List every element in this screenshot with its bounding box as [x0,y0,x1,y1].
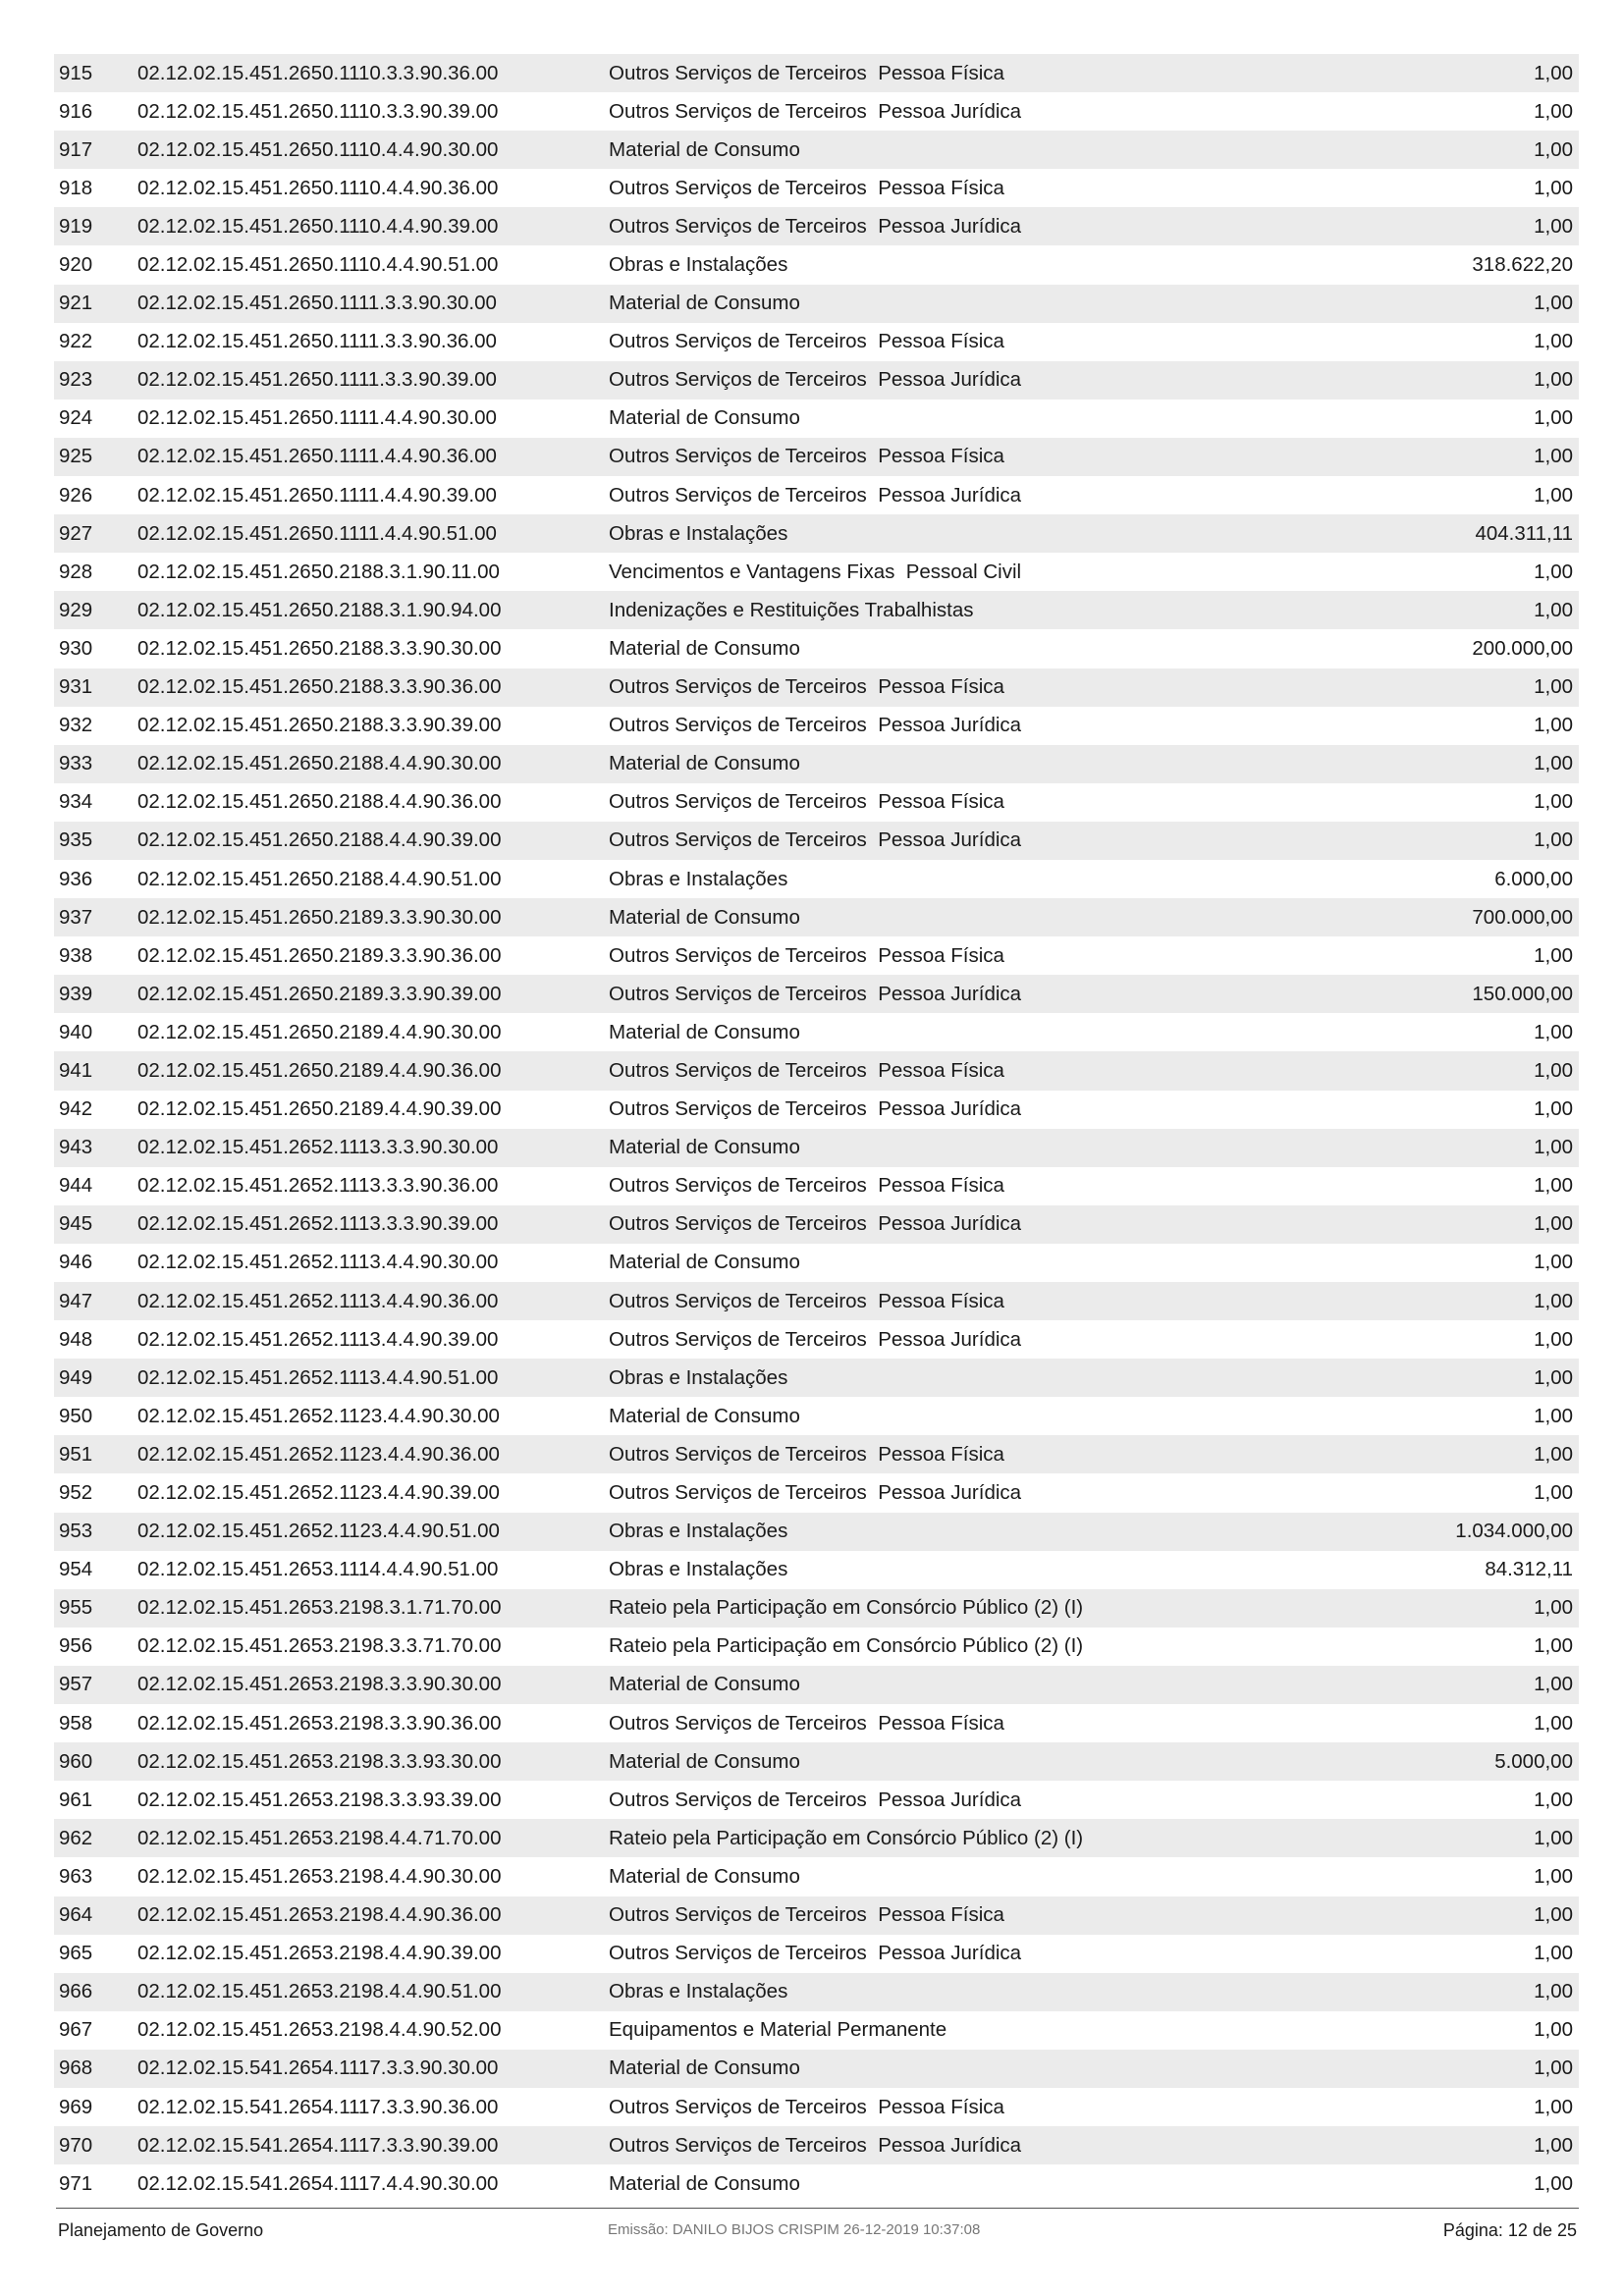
budget-code: 02.12.02.15.451.2653.2198.4.4.90.52.00 [137,2018,502,2042]
amount-value: 1,00 [1534,790,1573,814]
budget-code: 02.12.02.15.451.2650.1110.3.3.90.39.00 [137,99,499,123]
expense-description: Outros Serviços de Terceiros Pessoa Jurídica [609,1942,1022,1965]
budget-code: 02.12.02.15.451.2653.2198.3.3.90.30.00 [137,1673,502,1696]
row-number: 929 [59,598,93,621]
expense-description: Outros Serviços de Terceiros Pessoa Física [609,675,1004,699]
table-row [54,1513,1579,1551]
table-row [54,1857,1579,1896]
table-row [54,745,1579,783]
amount-value: 1,00 [1534,1673,1573,1696]
expense-description: Material de Consumo [609,636,800,660]
expense-description: Obras e Instalações [609,521,788,545]
expense-description: Material de Consumo [609,137,800,161]
amount-value: 150.000,00 [1472,982,1573,1005]
table-row [54,131,1579,169]
amount-value: 1,00 [1534,1442,1573,1466]
expense-description: Outros Serviços de Terceiros Pessoa Jurídica [609,2133,1022,2157]
budget-code: 02.12.02.15.451.2650.1111.3.3.90.36.00 [137,330,497,353]
expense-description: Outros Serviços de Terceiros Pessoa Jurídica [609,828,1022,852]
budget-code: 02.12.02.15.451.2650.2188.4.4.90.30.00 [137,752,502,775]
table-row [54,591,1579,629]
table-row [54,1013,1579,1051]
expense-description: Outros Serviços de Terceiros Pessoa Física [609,1903,1004,1927]
expense-description: Outros Serviços de Terceiros Pessoa Física [609,1442,1004,1466]
expense-description: Rateio pela Participação em Consórcio Público (2) (I) [609,1596,1084,1620]
row-number: 971 [59,2171,93,2195]
budget-code: 02.12.02.15.451.2652.1113.3.3.90.39.00 [137,1212,499,1236]
table-row [54,1091,1579,1129]
footer-emission: Emissão: DANILO BIJOS CRISPIM 26-12-2019 10:37:08 [608,2221,981,2238]
amount-value: 404.311,11 [1475,521,1573,545]
expense-description: Outros Serviços de Terceiros Pessoa Jurídica [609,1097,1022,1121]
expense-description: Obras e Instalações [609,1980,788,2003]
budget-code: 02.12.02.15.451.2650.2189.4.4.90.30.00 [137,1020,502,1043]
budget-code: 02.12.02.15.451.2650.1110.4.4.90.39.00 [137,214,499,238]
amount-value: 1,00 [1534,1903,1573,1927]
expense-description: Indenizações e Restituições Trabalhistas [609,598,974,621]
expense-description: Outros Serviços de Terceiros Pessoa Jurídica [609,483,1022,507]
amount-value: 1,00 [1534,1020,1573,1043]
budget-code: 02.12.02.15.451.2650.2189.3.3.90.30.00 [137,905,502,929]
table-row [54,822,1579,860]
row-number: 932 [59,714,93,737]
row-number: 935 [59,828,93,852]
table-row [54,2088,1579,2126]
budget-code: 02.12.02.15.451.2653.2198.3.3.93.39.00 [137,1788,502,1811]
amount-value: 1,00 [1534,330,1573,353]
budget-code: 02.12.02.15.451.2650.1110.4.4.90.36.00 [137,176,499,199]
budget-code: 02.12.02.15.451.2650.2188.3.1.90.11.00 [137,560,500,583]
row-number: 923 [59,368,93,392]
table-row [54,1320,1579,1359]
row-number: 958 [59,1711,93,1735]
row-number: 954 [59,1558,93,1581]
row-number: 925 [59,445,93,468]
table-row [54,1473,1579,1512]
expense-description: Equipamentos e Material Permanente [609,2018,947,2042]
amount-value: 1,00 [1534,1826,1573,1849]
table-row [54,1129,1579,1167]
amount-value: 1,00 [1534,1864,1573,1888]
table-row [54,514,1579,553]
expense-description: Outros Serviços de Terceiros Pessoa Jurídica [609,368,1022,392]
table-row [54,1051,1579,1090]
row-number: 938 [59,943,93,967]
amount-value: 1,00 [1534,445,1573,468]
expense-description: Rateio pela Participação em Consórcio Público (2) (I) [609,1634,1084,1658]
budget-code: 02.12.02.15.451.2653.2198.3.3.93.30.00 [137,1749,502,1773]
table-row [54,707,1579,745]
amount-value: 1,00 [1534,2056,1573,2080]
budget-code: 02.12.02.15.451.2650.2189.4.4.90.39.00 [137,1097,502,1121]
amount-value: 1,00 [1534,1289,1573,1312]
row-number: 952 [59,1481,93,1505]
budget-code: 02.12.02.15.451.2652.1113.4.4.90.30.00 [137,1251,499,1274]
budget-code: 02.12.02.15.451.2652.1113.3.3.90.30.00 [137,1136,499,1159]
row-number: 957 [59,1673,93,1696]
table-row [54,898,1579,936]
amount-value: 1,00 [1534,1365,1573,1389]
table-row [54,1244,1579,1282]
table-row [54,1628,1579,1666]
table-row [54,668,1579,707]
budget-code: 02.12.02.15.451.2653.2198.4.4.71.70.00 [137,1826,502,1849]
expense-description: Outros Serviços de Terceiros Pessoa Física [609,330,1004,353]
amount-value: 1,00 [1534,1481,1573,1505]
row-number: 949 [59,1365,93,1389]
budget-code: 02.12.02.15.451.2653.2198.3.1.71.70.00 [137,1596,502,1620]
row-number: 927 [59,521,93,545]
expense-description: Outros Serviços de Terceiros Pessoa Jurídica [609,1788,1022,1811]
amount-value: 1,00 [1534,828,1573,852]
budget-code: 02.12.02.15.451.2650.2188.4.4.90.51.00 [137,867,502,890]
budget-code: 02.12.02.15.451.2650.2188.3.3.90.36.00 [137,675,502,699]
budget-code: 02.12.02.15.451.2652.1113.4.4.90.39.00 [137,1327,499,1351]
expense-description: Outros Serviços de Terceiros Pessoa Física [609,790,1004,814]
budget-code: 02.12.02.15.451.2650.1111.3.3.90.30.00 [137,292,497,315]
budget-code: 02.12.02.15.451.2652.1123.4.4.90.30.00 [137,1404,500,1427]
expense-description: Outros Serviços de Terceiros Pessoa Jurídica [609,214,1022,238]
row-number: 944 [59,1174,93,1198]
table-row [54,860,1579,898]
budget-code: 02.12.02.15.451.2650.2189.4.4.90.36.00 [137,1058,502,1082]
expense-description: Outros Serviços de Terceiros Pessoa Física [609,2095,1004,2118]
row-number: 969 [59,2095,93,2118]
row-number: 956 [59,1634,93,1658]
budget-code: 02.12.02.15.451.2650.2188.3.3.90.39.00 [137,714,502,737]
row-number: 955 [59,1596,93,1620]
expense-description: Material de Consumo [609,1673,800,1696]
row-number: 968 [59,2056,93,2080]
expense-description: Outros Serviços de Terceiros Pessoa Física [609,61,1004,84]
budget-code: 02.12.02.15.451.2650.1111.4.4.90.30.00 [137,406,497,430]
amount-value: 1,00 [1534,1251,1573,1274]
table-row [54,54,1579,92]
expense-description: Outros Serviços de Terceiros Pessoa Jurídica [609,99,1022,123]
expense-description: Material de Consumo [609,2171,800,2195]
row-number: 928 [59,560,93,583]
budget-code: 02.12.02.15.451.2652.1123.4.4.90.51.00 [137,1520,500,1543]
expense-description: Outros Serviços de Terceiros Pessoa Jurídica [609,1327,1022,1351]
expense-description: Outros Serviços de Terceiros Pessoa Física [609,1174,1004,1198]
expense-description: Material de Consumo [609,1020,800,1043]
table-row [54,438,1579,476]
budget-code: 02.12.02.15.451.2650.2188.3.3.90.30.00 [137,636,502,660]
budget-code: 02.12.02.15.541.2654.1117.3.3.90.39.00 [137,2133,499,2157]
row-number: 920 [59,253,93,277]
table-row [54,2050,1579,2088]
expense-description: Outros Serviços de Terceiros Pessoa Jurídica [609,1212,1022,1236]
table-row [54,476,1579,514]
row-number: 917 [59,137,93,161]
amount-value: 1,00 [1534,1942,1573,1965]
expense-description: Outros Serviços de Terceiros Pessoa Física [609,445,1004,468]
amount-value: 1,00 [1534,1596,1573,1620]
amount-value: 1,00 [1534,2018,1573,2042]
expense-description: Material de Consumo [609,2056,800,2080]
table-row [54,783,1579,822]
budget-table [54,54,1579,2203]
amount-value: 6.000,00 [1494,867,1573,890]
budget-code: 02.12.02.15.451.2650.1111.4.4.90.36.00 [137,445,497,468]
amount-value: 1,00 [1534,176,1573,199]
table-row [54,207,1579,245]
table-row [54,169,1579,207]
expense-description: Rateio pela Participação em Consórcio Público (2) (I) [609,1826,1084,1849]
expense-description: Obras e Instalações [609,867,788,890]
row-number: 916 [59,99,93,123]
expense-description: Obras e Instalações [609,253,788,277]
amount-value: 1,00 [1534,598,1573,621]
table-row [54,1551,1579,1589]
amount-value: 5.000,00 [1494,1749,1573,1773]
expense-description: Outros Serviços de Terceiros Pessoa Física [609,1289,1004,1312]
row-number: 947 [59,1289,93,1312]
expense-description: Outros Serviços de Terceiros Pessoa Jurídica [609,714,1022,737]
budget-code: 02.12.02.15.451.2652.1113.4.4.90.36.00 [137,1289,499,1312]
amount-value: 700.000,00 [1472,905,1573,929]
row-number: 943 [59,1136,93,1159]
budget-code: 02.12.02.15.451.2653.2198.3.3.71.70.00 [137,1634,502,1658]
amount-value: 200.000,00 [1472,636,1573,660]
budget-code: 02.12.02.15.451.2650.2188.4.4.90.36.00 [137,790,502,814]
budget-code: 02.12.02.15.541.2654.1117.3.3.90.30.00 [137,2056,499,2080]
row-number: 915 [59,61,93,84]
amount-value: 1,00 [1534,292,1573,315]
amount-value: 1,00 [1534,99,1573,123]
expense-description: Vencimentos e Vantagens Fixas Pessoal Civil [609,560,1022,583]
amount-value: 1,00 [1534,752,1573,775]
table-row [54,553,1579,591]
expense-description: Material de Consumo [609,1136,800,1159]
amount-value: 1,00 [1534,61,1573,84]
expense-description: Obras e Instalações [609,1365,788,1389]
row-number: 953 [59,1520,93,1543]
page-footer [56,2208,1579,2248]
amount-value: 1,00 [1534,137,1573,161]
footer-department: Planejamento de Governo [58,2220,264,2240]
amount-value: 1,00 [1534,1327,1573,1351]
amount-value: 1,00 [1534,2095,1573,2118]
row-number: 948 [59,1327,93,1351]
budget-code: 02.12.02.15.451.2650.2188.4.4.90.39.00 [137,828,502,852]
row-number: 931 [59,675,93,699]
row-number: 945 [59,1212,93,1236]
table-body [54,54,1579,2203]
budget-code: 02.12.02.15.451.2650.1111.3.3.90.39.00 [137,368,497,392]
table-row [54,1666,1579,1704]
table-row [54,2011,1579,2050]
budget-code: 02.12.02.15.451.2650.1111.4.4.90.39.00 [137,483,497,507]
row-number: 922 [59,330,93,353]
row-number: 941 [59,1058,93,1082]
row-number: 924 [59,406,93,430]
budget-code: 02.12.02.15.451.2653.2198.3.3.90.36.00 [137,1711,502,1735]
table-row [54,1397,1579,1435]
expense-description: Outros Serviços de Terceiros Pessoa Jurídica [609,982,1022,1005]
amount-value: 1,00 [1534,714,1573,737]
table-row [54,1589,1579,1628]
table-row [54,1435,1579,1473]
table-row [54,2164,1579,2203]
row-number: 966 [59,1980,93,2003]
expense-description: Outros Serviços de Terceiros Pessoa Física [609,1711,1004,1735]
expense-description: Outros Serviços de Terceiros Pessoa Física [609,176,1004,199]
amount-value: 1,00 [1534,2171,1573,2195]
table-row [54,936,1579,975]
amount-value: 318.622,20 [1472,253,1573,277]
amount-value: 1,00 [1534,483,1573,507]
budget-code: 02.12.02.15.541.2654.1117.4.4.90.30.00 [137,2171,499,2195]
table-row [54,1359,1579,1397]
expense-description: Material de Consumo [609,1404,800,1427]
amount-value: 1,00 [1534,1980,1573,2003]
row-number: 926 [59,483,93,507]
expense-description: Material de Consumo [609,905,800,929]
table-row [54,1781,1579,1819]
table-row [54,1167,1579,1205]
table-row [54,1742,1579,1781]
amount-value: 1,00 [1534,1634,1573,1658]
table-row [54,245,1579,284]
table-row [54,975,1579,1013]
table-row [54,1819,1579,1857]
table-row [54,92,1579,131]
row-number: 942 [59,1097,93,1121]
amount-value: 1,00 [1534,406,1573,430]
budget-code: 02.12.02.15.451.2653.2198.4.4.90.51.00 [137,1980,502,2003]
budget-code: 02.12.02.15.451.2650.1111.4.4.90.51.00 [137,521,497,545]
budget-code: 02.12.02.15.451.2650.1110.3.3.90.36.00 [137,61,499,84]
amount-value: 1,00 [1534,214,1573,238]
table-row [54,629,1579,667]
budget-code: 02.12.02.15.451.2653.2198.4.4.90.30.00 [137,1864,502,1888]
amount-value: 1,00 [1534,2133,1573,2157]
amount-value: 1.034.000,00 [1455,1520,1573,1543]
row-number: 936 [59,867,93,890]
row-number: 964 [59,1903,93,1927]
table-row [54,1935,1579,1973]
table-row [54,1282,1579,1320]
row-number: 933 [59,752,93,775]
budget-code: 02.12.02.15.451.2653.2198.4.4.90.36.00 [137,1903,502,1927]
row-number: 921 [59,292,93,315]
amount-value: 1,00 [1534,1212,1573,1236]
expense-description: Obras e Instalações [609,1520,788,1543]
expense-description: Material de Consumo [609,1251,800,1274]
amount-value: 1,00 [1534,1788,1573,1811]
amount-value: 1,00 [1534,1097,1573,1121]
expense-description: Material de Consumo [609,752,800,775]
row-number: 934 [59,790,93,814]
table-row [54,285,1579,323]
table-row [54,1973,1579,2011]
row-number: 963 [59,1864,93,1888]
expense-description: Outros Serviços de Terceiros Pessoa Física [609,943,1004,967]
footer-page-number: Página: 12 de 25 [1442,2220,1577,2240]
expense-description: Outros Serviços de Terceiros Pessoa Física [609,1058,1004,1082]
amount-value: 1,00 [1534,368,1573,392]
row-number: 970 [59,2133,93,2157]
amount-value: 84.312,11 [1485,1558,1573,1581]
budget-code: 02.12.02.15.451.2650.2188.3.1.90.94.00 [137,598,502,621]
table-row [54,2126,1579,2164]
row-number: 967 [59,2018,93,2042]
budget-code: 02.12.02.15.451.2652.1123.4.4.90.36.00 [137,1442,500,1466]
expense-description: Material de Consumo [609,292,800,315]
amount-value: 1,00 [1534,1058,1573,1082]
table-row [54,323,1579,361]
budget-code: 02.12.02.15.451.2652.1113.3.3.90.36.00 [137,1174,499,1198]
amount-value: 1,00 [1534,560,1573,583]
expense-description: Obras e Instalações [609,1558,788,1581]
amount-value: 1,00 [1534,1174,1573,1198]
expense-description: Material de Consumo [609,1864,800,1888]
row-number: 940 [59,1020,93,1043]
table-row [54,1896,1579,1935]
row-number: 946 [59,1251,93,1274]
row-number: 950 [59,1404,93,1427]
row-number: 939 [59,982,93,1005]
budget-code: 02.12.02.15.541.2654.1117.3.3.90.36.00 [137,2095,499,2118]
expense-description: Material de Consumo [609,406,800,430]
row-number: 930 [59,636,93,660]
budget-code: 02.12.02.15.451.2652.1123.4.4.90.39.00 [137,1481,500,1505]
row-number: 961 [59,1788,93,1811]
row-number: 960 [59,1749,93,1773]
expense-description: Material de Consumo [609,1749,800,1773]
amount-value: 1,00 [1534,675,1573,699]
row-number: 965 [59,1942,93,1965]
budget-code: 02.12.02.15.451.2653.1114.4.4.90.51.00 [137,1558,499,1581]
budget-code: 02.12.02.15.451.2650.2189.3.3.90.36.00 [137,943,502,967]
table-row [54,1205,1579,1244]
budget-code: 02.12.02.15.451.2653.2198.4.4.90.39.00 [137,1942,502,1965]
amount-value: 1,00 [1534,1711,1573,1735]
table-row [54,400,1579,438]
row-number: 937 [59,905,93,929]
amount-value: 1,00 [1534,1404,1573,1427]
row-number: 919 [59,214,93,238]
budget-code: 02.12.02.15.451.2650.1110.4.4.90.51.00 [137,253,499,277]
table-row [54,361,1579,400]
row-number: 918 [59,176,93,199]
amount-value: 1,00 [1534,943,1573,967]
budget-code: 02.12.02.15.451.2650.2189.3.3.90.39.00 [137,982,502,1005]
budget-code: 02.12.02.15.451.2650.1110.4.4.90.30.00 [137,137,499,161]
row-number: 962 [59,1826,93,1849]
amount-value: 1,00 [1534,1136,1573,1159]
budget-code: 02.12.02.15.451.2652.1113.4.4.90.51.00 [137,1365,499,1389]
row-number: 951 [59,1442,93,1466]
table-row [54,1704,1579,1742]
expense-description: Outros Serviços de Terceiros Pessoa Jurídica [609,1481,1022,1505]
